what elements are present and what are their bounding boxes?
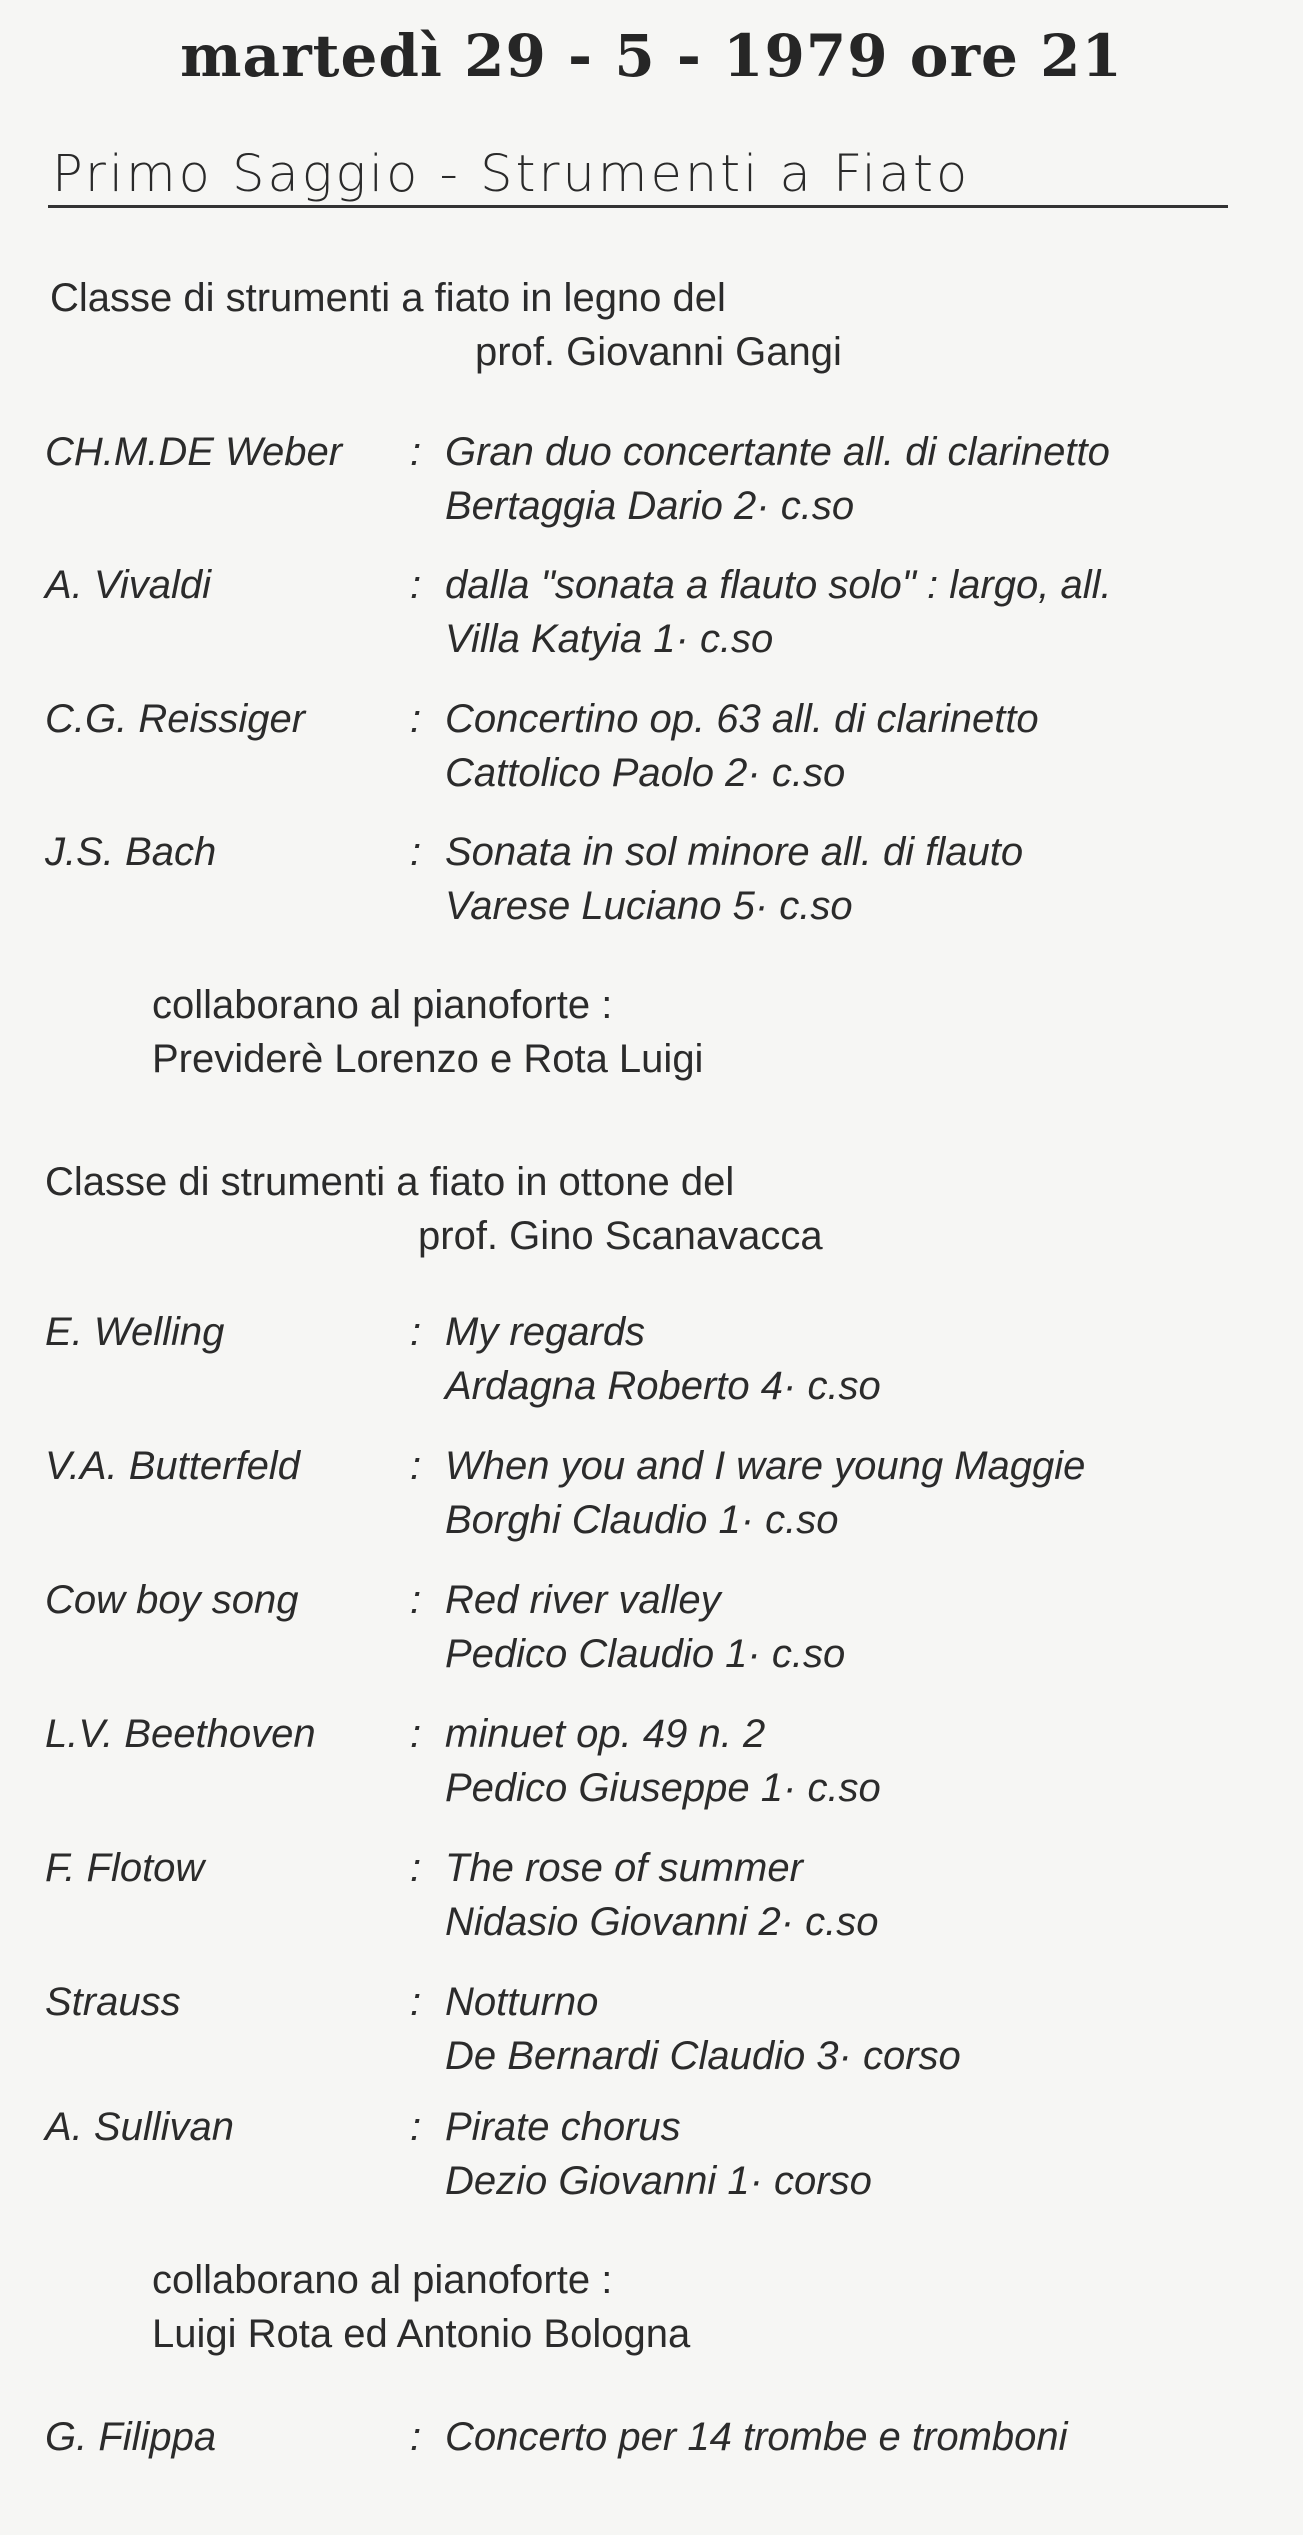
piece-title: Gran duo concertante all. di clarinetto (445, 430, 1110, 474)
piece-title: Sonata in sol minore all. di flauto (445, 830, 1024, 874)
composer-name: C.G. Reissiger (45, 697, 306, 741)
performer-name: Borghi Claudio 1· c.so (445, 1498, 839, 1542)
performer-name: Dezio Giovanni 1· corso (445, 2159, 872, 2203)
section2-teacher: prof. Gino Scanavacca (418, 1214, 823, 1258)
piece-title: Pirate chorus (445, 2105, 681, 2149)
performer-name: Pedico Giuseppe 1· c.so (445, 1766, 881, 1810)
program-subtitle: Primo Saggio - Strumenti a Fiato (52, 145, 971, 204)
performer-name: Nidasio Giovanni 2· c.so (445, 1900, 879, 1944)
composer-name: J.S. Bach (45, 830, 217, 874)
program-entry (45, 1712, 1265, 1832)
section2-class-line: Classe di strumenti a fiato in ottone del (45, 1160, 735, 1204)
piece-title: Concerto per 14 trombe e tromboni (445, 2415, 1068, 2459)
separator-colon: : (410, 2415, 422, 2459)
separator-colon: : (410, 1578, 422, 1622)
program-entry (45, 430, 1265, 550)
piece-title: My regards (445, 1310, 646, 1354)
program-entry (45, 1310, 1265, 1430)
performer-name: Cattolico Paolo 2· c.so (445, 751, 846, 795)
piece-title: The rose of summer (445, 1846, 803, 1890)
composer-name: V.A. Butterfeld (45, 1444, 300, 1488)
separator-colon: : (410, 830, 422, 874)
section1-class-line: Classe di strumenti a fiato in legno del (50, 276, 726, 320)
program-entry (45, 830, 1265, 950)
separator-colon: : (410, 563, 422, 607)
composer-name: A. Sullivan (45, 2105, 234, 2149)
performer-name: Varese Luciano 5· c.so (445, 884, 853, 928)
performer-name: Bertaggia Dario 2· c.so (445, 484, 855, 528)
composer-name: L.V. Beethoven (45, 1712, 316, 1756)
piece-title: minuet op. 49 n. 2 (445, 1712, 766, 1756)
composer-name: E. Welling (45, 1310, 225, 1354)
section2-collab-names: Luigi Rota ed Antonio Bologna (152, 2312, 691, 2356)
composer-name: CH.M.DE Weber (45, 430, 343, 474)
program-entry (45, 697, 1265, 817)
composer-name: A. Vivaldi (45, 563, 212, 607)
program-entry (45, 1980, 1265, 2100)
performer-name: Pedico Claudio 1· c.so (445, 1632, 846, 1676)
performer-name: De Bernardi Claudio 3· corso (445, 2034, 961, 2078)
performer-name: Villa Katyia 1· c.so (445, 617, 774, 661)
separator-colon: : (410, 430, 422, 474)
composer-name: G. Filippa (45, 2415, 217, 2459)
section1-collab-names: Previderè Lorenzo e Rota Luigi (152, 1037, 704, 1081)
program-entry (45, 2105, 1265, 2225)
separator-colon: : (410, 1444, 422, 1488)
section1-collab-label: collaborano al pianoforte : (152, 983, 613, 1027)
program-entry (45, 1444, 1265, 1564)
separator-colon: : (410, 697, 422, 741)
program-entry (45, 1846, 1265, 1966)
piece-title: When you and I ware young Maggie (445, 1444, 1086, 1488)
composer-name: F. Flotow (45, 1846, 205, 1890)
separator-colon: : (410, 1310, 422, 1354)
composer-name: Strauss (45, 1980, 181, 2024)
program-entry (45, 1578, 1265, 1698)
program-entry (45, 563, 1265, 683)
heading-rule (48, 205, 1228, 208)
separator-colon: : (410, 1980, 422, 2024)
piece-title: Concertino op. 63 all. di clarinetto (445, 697, 1039, 741)
composer-name: Cow boy song (45, 1578, 299, 1622)
date-heading: martedì 29 - 5 - 1979 ore 21 (180, 22, 1123, 90)
piece-title: Red river valley (445, 1578, 721, 1622)
separator-colon: : (410, 1712, 422, 1756)
finale-entry (45, 2415, 1265, 2535)
piece-title: dalla "sonata a flauto solo" : largo, all. (445, 563, 1112, 607)
separator-colon: : (410, 1846, 422, 1890)
section2-collab-label: collaborano al pianoforte : (152, 2258, 613, 2302)
section1-teacher: prof. Giovanni Gangi (475, 330, 842, 374)
separator-colon: : (410, 2105, 422, 2149)
performer-name: Ardagna Roberto 4· c.so (445, 1364, 881, 1408)
piece-title: Notturno (445, 1980, 599, 2024)
